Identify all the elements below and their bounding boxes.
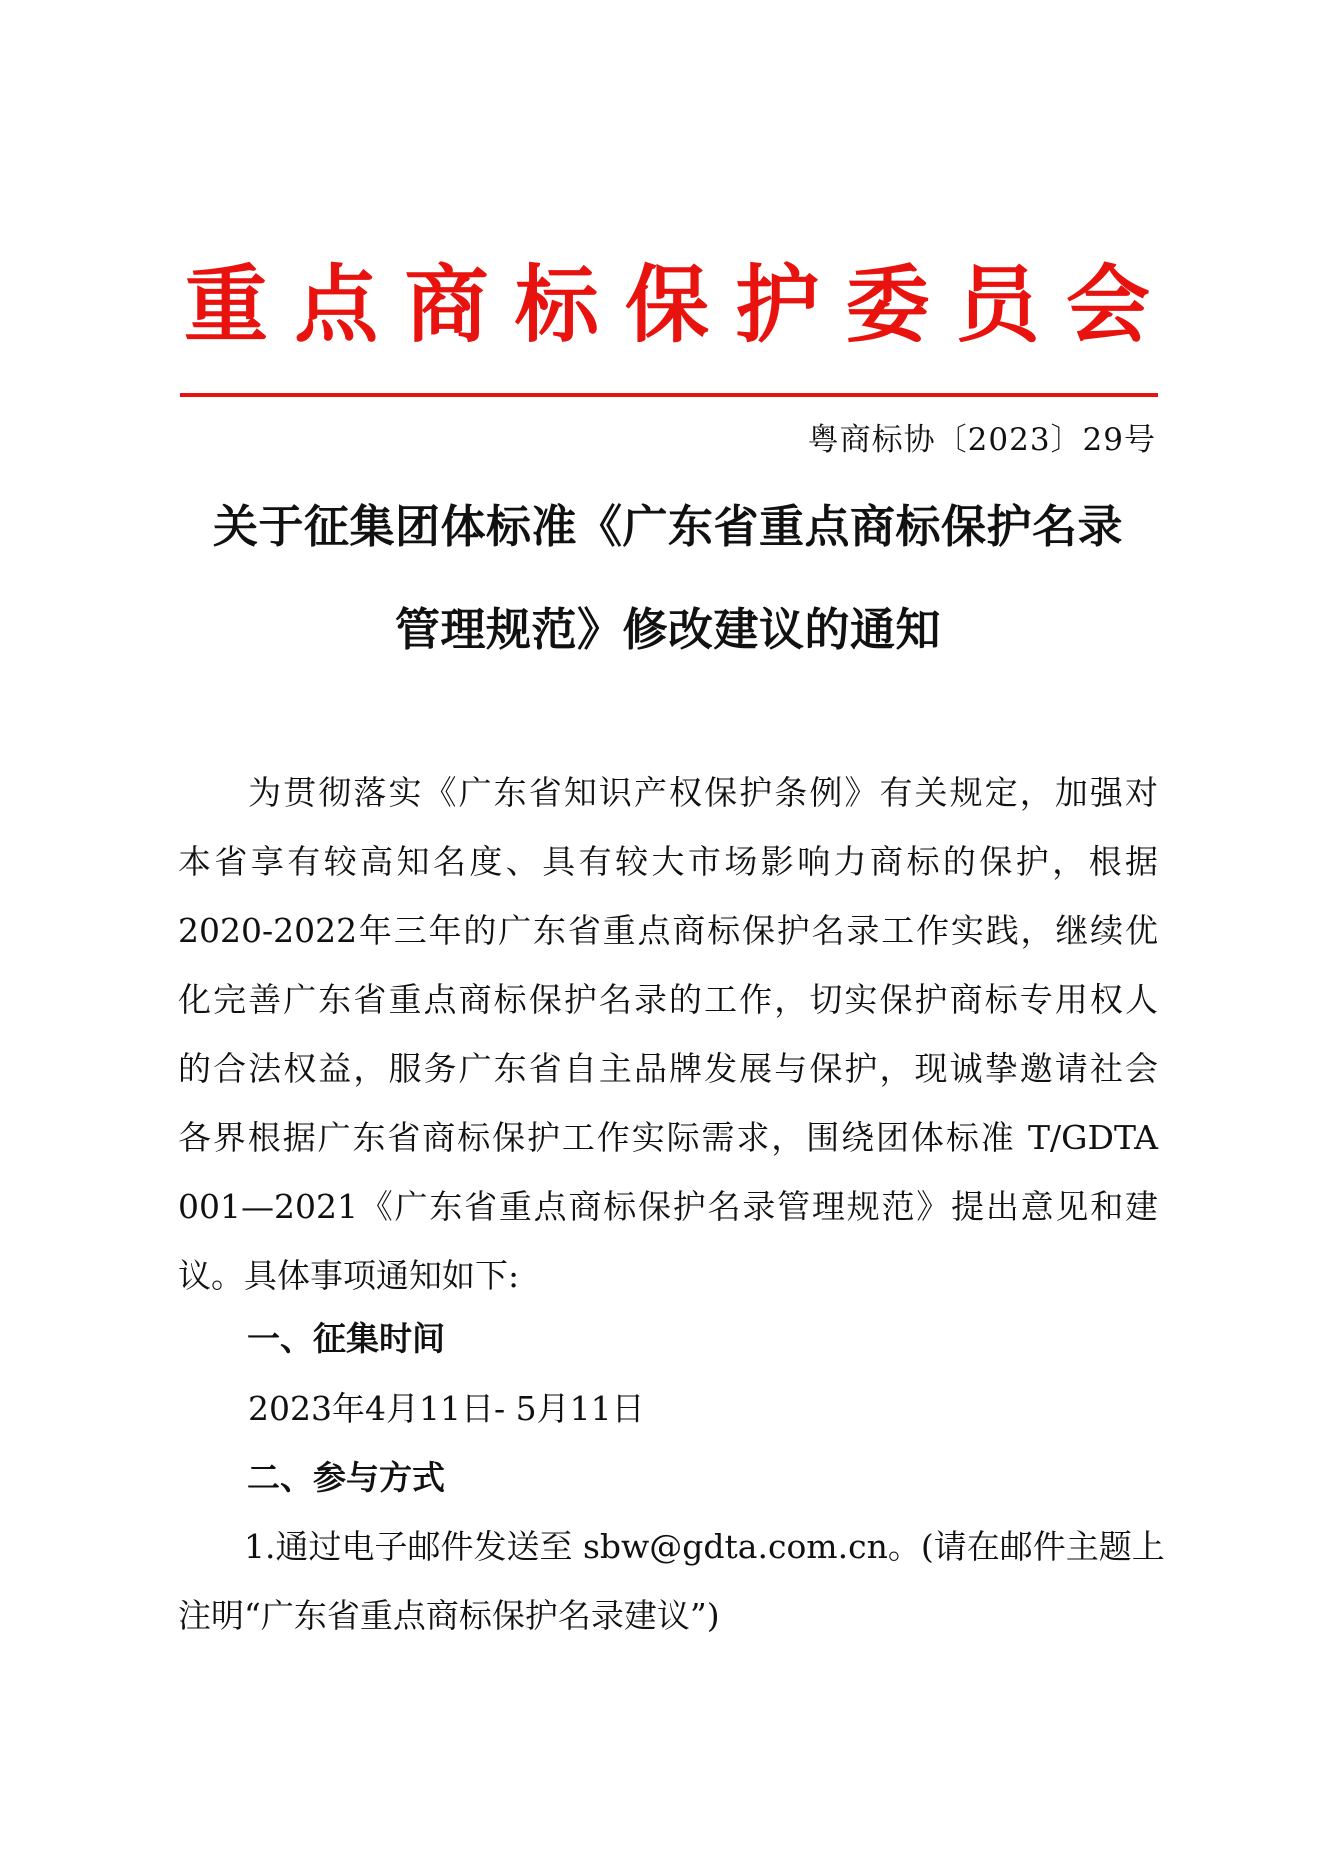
document-title-line-2: 管理规范》修改建议的通知 xyxy=(394,603,941,656)
paragraph-line: 2020-2022年三年的广东省重点商标保护名录工作实践，继续优 xyxy=(178,911,1158,950)
org-char: 会 xyxy=(1065,255,1150,354)
org-char: 重 xyxy=(183,255,268,354)
organization-header xyxy=(178,250,1156,360)
header-divider xyxy=(180,393,1158,397)
org-char: 护 xyxy=(735,255,820,354)
org-char: 商 xyxy=(404,255,489,354)
section-heading-collection-time: 一、征集时间 xyxy=(247,1319,445,1358)
org-char: 点 xyxy=(294,255,379,354)
paragraph-line: 001—2021《广东省重点商标保护名录管理规范》提出意见和建 xyxy=(178,1187,1158,1226)
paragraph-line: 本省享有较高知名度、具有较大市场影响力商标的保护，根据 xyxy=(178,842,1158,881)
item-line: 注明“广东省重点商标保护名录建议”) xyxy=(178,1596,720,1635)
section-heading-participation: 二、参与方式 xyxy=(247,1458,445,1497)
paragraph-line: 的合法权益，服务广东省自主品牌发展与保护，现诚挚邀请社会 xyxy=(178,1049,1158,1088)
paragraph-line: 为贯彻落实《广东省知识产权保护条例》有关规定，加强对 xyxy=(178,773,1158,812)
paragraph-line: 各界根据广东省商标保护工作实际需求，围绕团体标准 T/GDTA xyxy=(178,1118,1158,1157)
collection-period: 2023年4月11日- 5月11日 xyxy=(248,1389,645,1428)
participation-item-1 xyxy=(178,1512,1165,1650)
document-title-line-1: 关于征集团体标准《广东省重点商标保护名录 xyxy=(212,500,1123,553)
org-char: 保 xyxy=(624,255,709,354)
paragraph-line: 议。具体事项通知如下: xyxy=(178,1256,520,1295)
org-char: 员 xyxy=(955,255,1040,354)
org-char: 标 xyxy=(514,255,599,354)
paragraph-line: 化完善广东省重点商标保护名录的工作，切实保护商标专用权人 xyxy=(178,980,1158,1019)
org-char: 委 xyxy=(845,255,930,354)
item-line: 1.通过电子邮件发送至 sbw@gdta.com.cn。(请在邮件主题上 xyxy=(178,1527,1165,1566)
intro-paragraph xyxy=(178,758,1158,1310)
document-number: 粤商标协〔2023〕29号 xyxy=(807,422,1156,458)
